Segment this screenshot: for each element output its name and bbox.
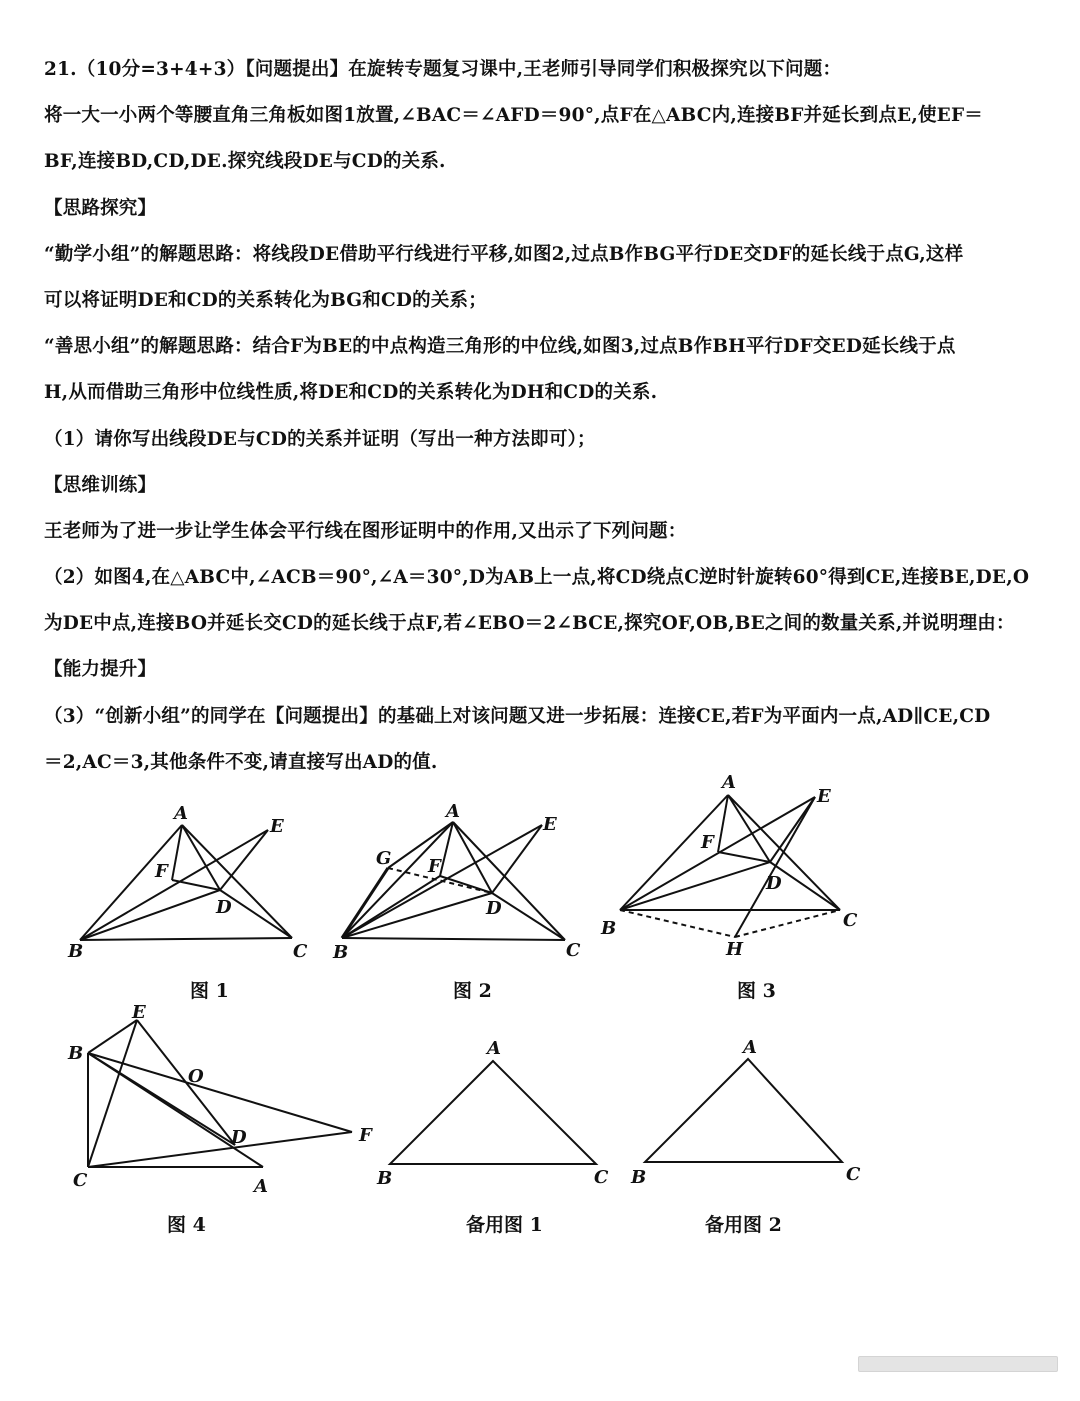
figure-4 — [88, 1020, 352, 1167]
point-label: D — [216, 897, 232, 918]
figure-caption: 图 2 — [453, 980, 492, 1002]
figure-caption: 备用图 1 — [466, 1214, 543, 1236]
point-label: D — [766, 873, 782, 894]
spare-figure-1-labels — [376, 1038, 609, 1236]
question-1: （1）请你写出线段DE与CD的关系并证明（写出一种方法即可）； — [44, 428, 596, 450]
point-label: E — [817, 786, 831, 807]
problem-line: H,从而借助三角形中位线性质,将DE和CD的关系转化为DH和CD的关系. — [44, 382, 658, 404]
point-label: D — [486, 898, 502, 919]
point-label: B — [333, 942, 349, 963]
figure-2-labels — [332, 801, 581, 1002]
point-label: C — [73, 1170, 88, 1191]
problem-line: 可以将证明DE和CD的关系转化为BG和CD的关系； — [44, 289, 487, 311]
point-label: G — [376, 848, 392, 869]
section-heading: 【思路探究】 — [44, 197, 157, 219]
figure-caption: 备用图 2 — [705, 1214, 782, 1236]
spare-figure-2 — [645, 1059, 842, 1162]
figure-caption: 图 1 — [190, 980, 229, 1002]
problem-line: ＝2,AC＝3,其他条件不变,请直接写出AD的值. — [44, 751, 438, 773]
watermark-bar — [858, 1356, 1058, 1372]
point-label: F — [428, 856, 441, 877]
point-label: H — [726, 939, 744, 960]
problem-line: 为DE中点,连接BO并延长交CD的延长线于点F,若∠EBO＝2∠BCE,探究OF,OB,BE之间的数量关系,并说明理由： — [44, 613, 1015, 635]
point-label: C — [843, 910, 858, 931]
point-label: A — [722, 772, 736, 793]
watermark — [858, 1356, 1058, 1372]
point-label: A — [487, 1038, 501, 1059]
point-label: C — [293, 941, 308, 962]
figure-3 — [620, 795, 840, 937]
point-label: C — [594, 1167, 609, 1188]
point-label: B — [377, 1168, 393, 1189]
point-label: F — [359, 1125, 372, 1146]
point-label: B — [631, 1167, 647, 1188]
point-label: C — [566, 940, 581, 961]
point-label: B — [68, 941, 84, 962]
figure-caption: 图 4 — [167, 1214, 206, 1236]
point-label: A — [743, 1037, 757, 1058]
point-label: D — [231, 1127, 247, 1148]
problem-line: BF,连接BD,CD,DE.探究线段DE与CD的关系. — [44, 151, 446, 173]
point-label: F — [701, 832, 714, 853]
point-label: B — [68, 1043, 84, 1064]
spare-figure-1 — [390, 1061, 596, 1164]
question-2: （2）如图4,在△ABC中,∠ACB＝90°,∠A＝30°,D为AB上一点,将CD绕点C逆时针旋转60°得到CE,连接BE,DE,O — [44, 567, 1030, 589]
question-3: （3）“创新小组”的同学在【问题提出】的基础上对该问题又进一步拓展：连接CE,若F为平面内一点,AD∥CE,CD — [44, 705, 991, 727]
point-label: E — [543, 814, 557, 835]
point-label: O — [188, 1066, 204, 1087]
point-label: B — [601, 918, 617, 939]
section-heading: 【思维训练】 — [44, 474, 157, 496]
figure-3-labels — [600, 772, 858, 1002]
point-label: A — [174, 803, 188, 824]
figure-1 — [80, 825, 292, 940]
problem-line: “勤学小组”的解题思路：将线段DE借助平行线进行平移,如图2,过点B作BG平行DE交DF的延长线于点G,这样 — [44, 243, 964, 265]
figure-2 — [342, 822, 565, 940]
spare-figure-2-labels — [630, 1037, 861, 1236]
problem-line: 21.（10分=3+4+3）【问题提出】在旋转专题复习课中,王老师引导同学们积极探究以下问题： — [44, 59, 842, 80]
point-label: F — [155, 861, 168, 882]
problem-line: “善思小组”的解题思路：结合F为BE的中点构造三角形的中位线,如图3,过点B作BH平行DF交ED延长线于点 — [44, 336, 956, 358]
section-heading: 【能力提升】 — [44, 659, 157, 681]
point-label: A — [446, 801, 460, 822]
problem-line: 将一大一小两个等腰直角三角板如图1放置,∠BAC＝∠AFD＝90°,点F在△ABC内,连接BF并延长到点E,使EF＝ — [44, 105, 984, 127]
point-label: E — [132, 1002, 146, 1023]
point-label: C — [846, 1164, 861, 1185]
point-label: E — [270, 816, 284, 837]
point-label: A — [254, 1176, 268, 1197]
figure-caption: 图 3 — [737, 980, 776, 1002]
problem-line: 王老师为了进一步让学生体会平行线在图形证明中的作用,又出示了下列问题： — [44, 520, 687, 542]
